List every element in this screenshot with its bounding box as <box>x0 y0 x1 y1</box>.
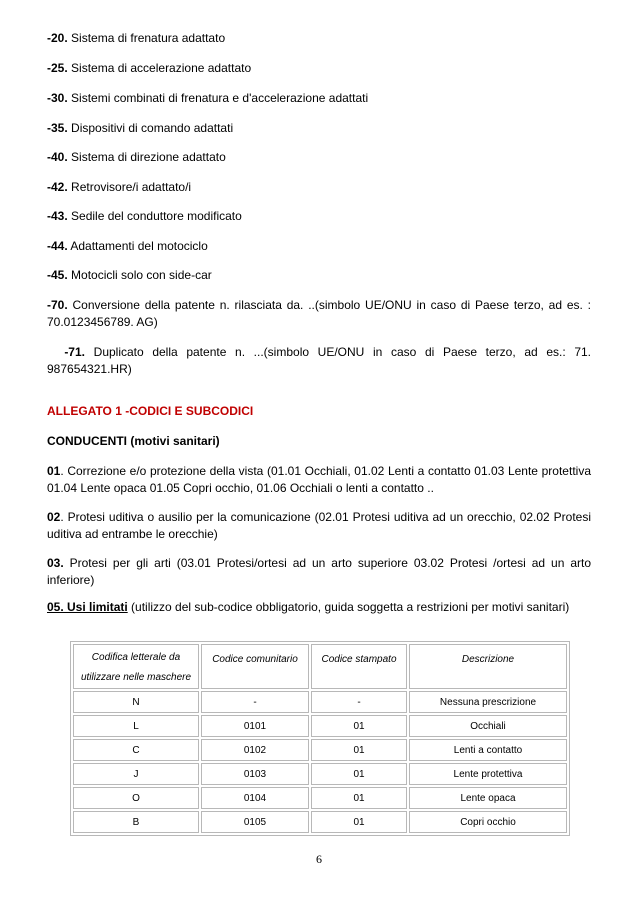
table-cell: 0102 <box>201 739 309 761</box>
table-row <box>73 763 567 785</box>
table-cell: 0104 <box>201 787 309 809</box>
table-cell: J <box>73 763 199 785</box>
sanitary-item: 01. Correzione e/o protezione della vista (01.01 Occhiali, 01.02 Lenti a contatto 01.03 Lente protettiva 01.04 Lente opaca 01.05 Copri occhio, 01.06 Occhiali o lenti a contatto .. <box>47 464 591 495</box>
code-item: -44. Adattamenti del motociclo <box>47 239 208 253</box>
table-cell: Nessuna prescrizione <box>409 691 567 713</box>
table-cell: Lenti a contatto <box>409 739 567 761</box>
table-cell: 01 <box>311 739 407 761</box>
codes-table <box>70 641 570 836</box>
code-item: -25. Sistema di accelerazione adattato <box>47 61 252 75</box>
table-cell: 0103 <box>201 763 309 785</box>
table-cell: 01 <box>311 787 407 809</box>
column-header: Codice stampato <box>311 644 407 689</box>
column-header: Descrizione <box>409 644 567 689</box>
table-cell: 0101 <box>201 715 309 737</box>
code-item: -40. Sistema di direzione adattato <box>47 150 226 164</box>
code-item: -35. Dispositivi di comando adattati <box>47 121 234 135</box>
table-cell: N <box>73 691 199 713</box>
table-header-row <box>73 644 567 689</box>
table-row <box>73 787 567 809</box>
table-cell: O <box>73 787 199 809</box>
column-header: Codifica letterale da utilizzare nelle maschere <box>73 644 199 689</box>
table-row <box>73 811 567 833</box>
table-cell: C <box>73 739 199 761</box>
page-number: 6 <box>316 852 322 866</box>
code-item: -45. Motocicli solo con side-car <box>47 268 212 282</box>
table-cell: 0105 <box>201 811 309 833</box>
table-row <box>73 739 567 761</box>
code-item: -43. Sedile del conduttore modificato <box>47 209 242 223</box>
sanitary-item: 05. Usi limitati (utilizzo del sub-codice obbligatorio, guida soggetta a restrizioni per motivi sanitari) <box>47 600 570 614</box>
table-cell: L <box>73 715 199 737</box>
table-cell: - <box>311 691 407 713</box>
table-cell: Occhiali <box>409 715 567 737</box>
table-row <box>73 691 567 713</box>
table-cell: Lente protettiva <box>409 763 567 785</box>
table-cell: - <box>201 691 309 713</box>
table-cell: 01 <box>311 715 407 737</box>
code-item: -70. Conversione della patente n. rilasciata da. ..(simbolo UE/ONU in caso di Paese terzo, ad es. : 70.0123456789. AG) <box>47 298 591 329</box>
table-cell: 01 <box>311 763 407 785</box>
code-item: -30. Sistemi combinati di frenatura e d'accelerazione adattati <box>47 91 369 105</box>
code-item: -42. Retrovisore/i adattato/i <box>47 180 192 194</box>
annex-title: ALLEGATO 1 -CODICI E SUBCODICI <box>47 404 254 418</box>
sanitary-item: 03. Protesi per gli arti (03.01 Protesi/ortesi ad un arto superiore 03.02 Protesi /ortesi ad un arto inferiore) <box>47 556 591 587</box>
table-cell: 01 <box>311 811 407 833</box>
code-item: -71. Duplicato della patente n. ...(simbolo UE/ONU in caso di Paese terzo, ad es.: 71. 987654321.HR) <box>47 345 591 376</box>
table-cell: Copri occhio <box>409 811 567 833</box>
section-title: CONDUCENTI (motivi sanitari) <box>47 434 220 448</box>
table-cell: Lente opaca <box>409 787 567 809</box>
table-row <box>73 715 567 737</box>
table-cell: B <box>73 811 199 833</box>
column-header: Codice comunitario <box>201 644 309 689</box>
code-item: -20. Sistema di frenatura adattato <box>47 31 226 45</box>
sanitary-item: 02. Protesi uditiva o ausilio per la comunicazione (02.01 Protesi uditiva ad un orecchio, 02.02 Protesi uditiva ad entrambe le orecchie) <box>47 510 591 541</box>
